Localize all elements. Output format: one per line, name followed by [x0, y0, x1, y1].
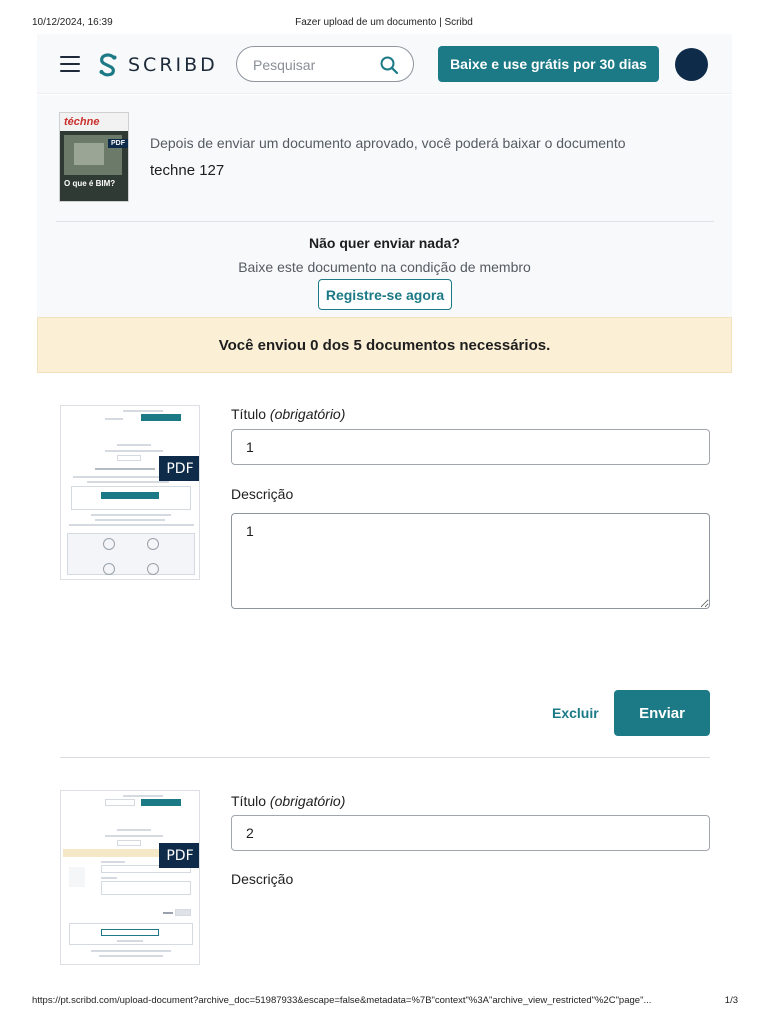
upload-thumbnail-1	[60, 405, 200, 580]
download-info-text: Depois de enviar um documento aprovado, você poderá baixar o documento	[150, 135, 626, 151]
document-title: techne 127	[150, 162, 225, 179]
required-marker: (obrigatório)	[269, 793, 346, 809]
title-label-2: Título (obrigatório)	[231, 793, 346, 809]
document-thumbnail	[59, 112, 129, 202]
print-footer	[0, 995, 768, 1009]
top-navbar	[37, 34, 732, 94]
description-label-1: Descrição	[231, 486, 294, 502]
user-avatar[interactable]	[675, 48, 708, 81]
required-marker: (obrigatório)	[269, 406, 346, 422]
title-input-2[interactable]	[231, 815, 710, 851]
upload-progress-banner: Você enviou 0 dos 5 documentos necessários.	[37, 317, 732, 373]
description-label-2: Descrição	[231, 871, 294, 887]
print-header	[0, 17, 768, 31]
section-divider	[60, 757, 710, 758]
title-label-1: Título (obrigatório)	[231, 406, 346, 422]
register-button[interactable]: Registre-se agora	[318, 279, 452, 310]
scribd-logo[interactable]	[97, 51, 218, 79]
delete-button[interactable]: Excluir	[552, 705, 599, 721]
search-input[interactable]	[253, 55, 373, 75]
pdf-badge: PDF	[159, 843, 200, 868]
search-icon[interactable]	[379, 55, 399, 75]
free-trial-button[interactable]: Baixe e use grátis por 30 dias	[438, 46, 659, 82]
search-box[interactable]	[236, 46, 414, 82]
scribd-logo-icon	[97, 52, 119, 78]
thumb-pdf-badge: PDF	[108, 139, 128, 148]
title-input-1[interactable]	[231, 429, 710, 465]
print-page-title: Fazer upload de um documento | Scribd	[295, 17, 473, 28]
thumb-brand: téchne	[64, 116, 100, 128]
pdf-badge: PDF	[159, 456, 200, 481]
submit-button[interactable]: Enviar	[614, 690, 710, 736]
no-upload-question: Não quer enviar nada?	[309, 235, 460, 251]
upload-thumbnail-2	[60, 790, 200, 965]
hamburger-menu-icon[interactable]	[60, 56, 80, 72]
print-page-number: 1/3	[724, 995, 738, 1006]
description-textarea-1[interactable]	[231, 513, 710, 609]
membership-text: Baixe este documento na condição de membro	[238, 259, 531, 275]
document-info-panel	[37, 95, 732, 317]
thumb-cover-text: O que é BIM?	[64, 179, 116, 188]
print-url: https://pt.scribd.com/upload-document?archive_doc=51987933&escape=false&metadata=%7B"context"%3A"archive_view_restricted"%2C"page"...	[32, 995, 652, 1006]
print-datetime: 10/12/2024, 16:39	[32, 17, 113, 28]
logo-text: SCRIBD	[128, 54, 218, 76]
divider	[56, 221, 714, 222]
